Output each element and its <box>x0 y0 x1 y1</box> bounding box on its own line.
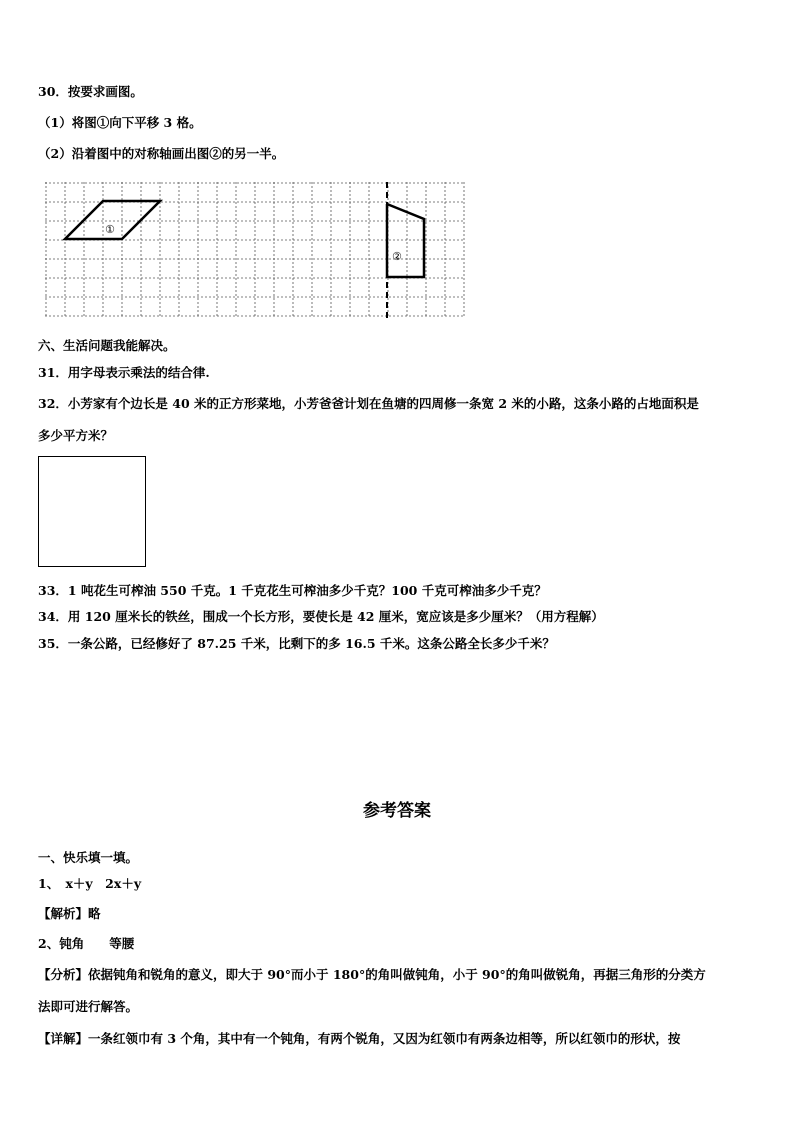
q34: 34．用 120 厘米长的铁丝，围成一个长方形，要使长是 42 厘米，宽应该是多少厘米？（用方程解） <box>38 609 604 624</box>
q35: 35．一条公路，已经修好了 87.25 千米，比剩下的多 16.5 千米。这条公路全长多少千米？ <box>38 636 555 651</box>
answer-2-analysis-line2: 法即可进行解答。 <box>38 999 139 1014</box>
q30-title: 30．按要求画图。 <box>38 84 143 99</box>
answer-1-analysis: 【解析】略 <box>38 906 101 921</box>
q33: 33．1 吨花生可榨油 550 千克。1 千克花生可榨油多少千克？100 千克可榨油多少千克？ <box>38 583 547 598</box>
q32-line1: 32．小芳家有个边长是 40 米的正方形菜地，小芳爸爸计划在鱼塘的四周修一条宽 2 米的小路，这条小路的占地面积是 <box>38 396 699 411</box>
square-figure <box>38 456 146 567</box>
answer-2: 2、钝角 等腰 <box>38 936 135 951</box>
answer-2-detail: 【详解】一条红领巾有 3 个角，其中有一个钝角，有两个锐角，又因为红领巾有两条边相等，所以红领巾的形状，按 <box>38 1031 681 1046</box>
drawing-grid <box>45 182 467 322</box>
q32-line2: 多少平方米？ <box>38 428 114 443</box>
trapezoid-half-shape-2 <box>387 204 424 277</box>
answer-2-analysis-line1: 【分析】依据钝角和锐角的意义，即大于 90°而小于 180°的角叫做钝角，小于 90°的角叫做锐角，再据三角形的分类方 <box>38 967 706 982</box>
shape2-label: ② <box>392 250 402 263</box>
answers-heading: 参考答案 <box>363 801 431 821</box>
section-6-title: 六、生活问题我能解决。 <box>38 338 176 353</box>
answer-1: 1、 x＋y 2x＋y <box>38 876 142 891</box>
q31: 31．用字母表示乘法的结合律. <box>38 365 210 380</box>
q30-part1: （1）将图①向下平移 3 格。 <box>38 115 202 130</box>
shape1-label: ① <box>105 223 115 236</box>
q30-part2: （2）沿着图中的对称轴画出图②的另一半。 <box>38 146 285 161</box>
answers-section-1: 一、快乐填一填。 <box>38 850 139 865</box>
